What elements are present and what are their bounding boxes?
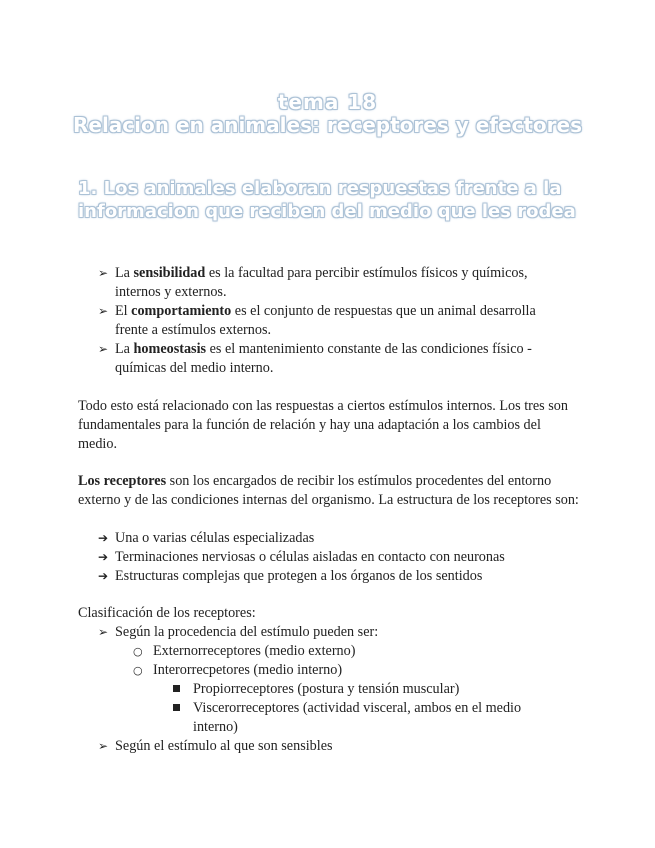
receptores-text: son los encargados de recibir los estímulos procedentes del entorno externo y de las condiciones internas del organismo. La estructura de los receptores son:	[78, 473, 579, 508]
chevron-bullet-icon: ➢	[98, 342, 109, 356]
bullet-text-post: es la facultad para percibir estímulos físicos y químicos, internos y externos.	[115, 265, 528, 300]
receptores-term: Los receptores	[78, 473, 167, 489]
bullet-term: homeostasis	[133, 341, 207, 357]
chevron-bullet-icon: ➢	[98, 625, 109, 639]
clasificacion-title: Clasificación de los receptores:	[78, 605, 256, 621]
bullet-text-pre: El	[115, 303, 132, 319]
document-page: tema 18 Relacion en animales: receptores y efectores 1. Los animales elaboran respuestas frente a la informacion que reciben del medio que les rodea ➢ La sensibilidad es la facultad para percibir estímulos físicos y químicos, internos y externos. ➢ El comportamiento es el conjunto de respuestas que un animal desarrolla frente a estímulos externos. ➢ La homeostasis es el mantenimiento constante de las condiciones físico - químicas del medio interno. Todo esto está relacionado con las respuestas a ciertos estímulos internos. Los tres son fundamentales para la función de relación y hay una adaptación a los cambios del medio. Los receptores son los encargados de recibir los estímulos procedentes del entorno externo y de las condiciones internas del organismo. La estructura de los receptores son: ➔ Una o varias células especializadas ➔ Terminaciones nerviosas o células aisladas en contacto con neuronas ➔ Estructuras complejas que protegen a los órganos de los sentidos Clasificación de los receptores: ➢ Según la procedencia del estímulo pueden ser: ○ Externorreceptores (medio externo) ○ Interorrecpetores (medio interno) Propiorreceptores (postura y tensión muscular) Viscerorreceptores (actividad visceral, ambos en el medio interno) ➢ Según el estímulo al que son sensibles	[0, 0, 655, 848]
topic-subtitle: Relacion en animales: receptores y efectores	[72, 113, 583, 137]
chevron-bullet-icon: ➢	[98, 739, 109, 753]
arrow-bullet-icon: ➔	[98, 550, 109, 564]
arrow-bullet-icon: ➔	[98, 531, 109, 545]
section-heading: 1. Los animales elaboran respuestas frente a la informacion que reciben del medio que les rodea	[78, 178, 576, 222]
paragraph-receptores	[78, 472, 583, 510]
arrow-bullet-icon: ➔	[98, 569, 109, 583]
bullet-text-pre: La	[115, 265, 134, 281]
chevron-bullet-icon: ➢	[98, 304, 109, 318]
bullet-text-post: es el mantenimiento constante de las condiciones físico - químicas del medio interno.	[115, 341, 532, 376]
circle-bullet-icon: ○	[133, 664, 143, 677]
square-bullet-icon	[173, 704, 180, 711]
paragraph-intro: Todo esto está relacionado con las respuestas a ciertos estímulos internos. Los tres son fundamentales para la función de relación y hay una adaptación a los cambios del medio.	[78, 398, 568, 452]
chevron-bullet-icon: ➢	[98, 266, 109, 280]
bullet-text-post: es el conjunto de respuestas que un animal desarrolla frente a estímulos externos.	[115, 303, 536, 338]
bullet-term: sensibilidad	[133, 265, 206, 281]
square-bullet-icon	[173, 685, 180, 692]
bullet-term: comportamiento	[131, 303, 232, 319]
bullet-text-pre: La	[115, 341, 134, 357]
topic-title: tema 18	[277, 90, 378, 114]
circle-bullet-icon: ○	[133, 645, 143, 658]
